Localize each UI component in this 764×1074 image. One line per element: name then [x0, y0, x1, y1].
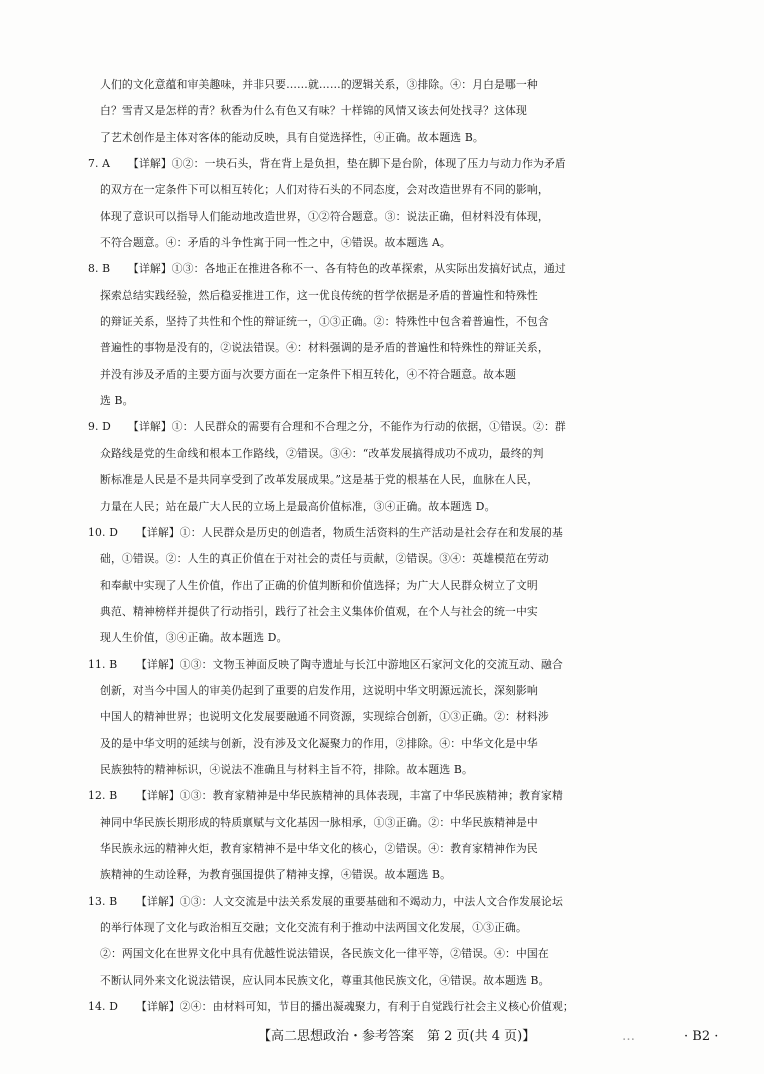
- question-answer-line: [88, 783, 700, 809]
- line-wrap: [88, 652, 563, 678]
- text-line: [88, 731, 700, 757]
- line-wrap: [100, 704, 549, 730]
- text-line: [88, 836, 700, 862]
- text-line: [88, 546, 700, 572]
- text-line: [88, 968, 700, 994]
- line-text: 的举行体现了文化与政治相互交融；文化交流有利于推动中法两国文化发展，①③正确。: [100, 921, 527, 934]
- question-answer-line: [88, 652, 700, 678]
- line-wrap: [100, 494, 496, 520]
- line-wrap: [100, 968, 550, 994]
- text-line: [88, 125, 700, 151]
- line-wrap: [100, 362, 516, 388]
- line-text: 及的是中华文明的延续与创新，没有涉及文化凝聚力的作用，②排除。④：中华文化是中华: [100, 736, 538, 750]
- question-number: 9. D: [88, 420, 111, 434]
- line-wrap: [100, 309, 549, 335]
- line-wrap: [100, 836, 538, 862]
- line-wrap: [88, 889, 563, 915]
- text-line: [88, 177, 700, 203]
- question-answer-line: [88, 414, 700, 440]
- line-text: 【详解】①②：一块石头，背在背上是负担，垫在脚下是台阶，体现了压力与动力作为矛盾: [128, 157, 566, 171]
- line-text: 的双方在一定条件下可以相互转化；人们对待石头的不同态度，会对改造世界有不同的影响，: [100, 183, 549, 197]
- text-line: [88, 72, 700, 98]
- line-text: 族精神的生动诠释，为教育强国提供了精神支撑，④错误。故本题选 B。: [100, 868, 452, 882]
- question-number: 13. B: [88, 894, 118, 908]
- answer-body: [88, 72, 700, 1020]
- question-answer-line: [88, 520, 700, 546]
- line-text: 断标准是人民是不是共同享受到了改革发展成果。”这是基于党的根基在人民，血脉在人民，: [100, 473, 539, 487]
- line-wrap: [88, 151, 566, 177]
- line-text: 现人生价值，③④正确。故本题选 D。: [100, 631, 288, 645]
- line-wrap: [100, 546, 549, 572]
- text-line: [88, 204, 700, 230]
- text-line: [88, 283, 700, 309]
- text-line: [88, 625, 700, 651]
- line-wrap: [88, 994, 574, 1020]
- question-answer-line: [88, 994, 700, 1020]
- line-wrap: [88, 414, 566, 440]
- line-text: 并没有涉及矛盾的主要方面与次要方面在一定条件下相互转化，④不符合题意。故本题: [100, 367, 516, 381]
- text-line: [88, 98, 700, 124]
- question-answer-line: [88, 256, 700, 282]
- line-text: 众路线是党的生命线和根本工作路线，②错误。③④：“改革发展搞得成功不成功，最终的判: [100, 446, 544, 460]
- line-text: 和奉献中实现了人生价值，作出了正确的价值判断和价值选择；为广大人民群众树立了文明: [100, 578, 538, 592]
- text-line: [88, 573, 700, 599]
- text-line: [88, 388, 700, 414]
- line-text: 民族独特的精神标识，④说法不准确且与材料主旨不符，排除。故本题选 B。: [100, 762, 473, 776]
- line-text: 础，①错误。②：人生的真正价值在于对社会的责任与贡献，②错误。③④：英雄模范在劳动: [100, 552, 549, 566]
- text-line: [88, 599, 700, 625]
- footer-page-code: · B2 ·: [684, 1029, 719, 1044]
- line-wrap: [100, 625, 288, 651]
- line-wrap: [100, 204, 549, 230]
- footer-label: 【高二思想政治・参考答案 第 2 页(共 4 页)】: [258, 1029, 536, 1044]
- line-wrap: [100, 283, 538, 309]
- text-line: [88, 441, 700, 467]
- text-line: [88, 467, 700, 493]
- text-line: [88, 757, 700, 783]
- line-text: 了艺术创作是主体对客体的能动反映，具有自觉选择性，④正确。故本题选 B。: [100, 130, 484, 144]
- line-wrap: [100, 599, 538, 625]
- line-text: 【详解】①：人民群众的需要有合理和不合理之分，不能作为行动的依据，①错误。②：群: [128, 420, 566, 434]
- line-text: 白？雪青又是怎样的青？秋香为什么有色又有味？十样锦的风情又该去何处找寻？这体现: [100, 104, 527, 118]
- question-number: 12. B: [88, 789, 118, 803]
- page-footer: [0, 1023, 764, 1051]
- text-line: [88, 230, 700, 256]
- question-number: 7. A: [88, 157, 111, 171]
- line-text: ②：两国文化在世界文化中具有优越性说法错误，各民族文化一律平等，②错误。④：中国在: [100, 947, 549, 961]
- line-text: 体现了意识可以指导人们能动地改造世界，①②符合题意。③：说法正确，但材料没有体现，: [100, 209, 549, 223]
- line-text: 【详解】②④：由材料可知，节目的播出凝魂聚力，有利于自觉践行社会主义核心价值观；: [136, 1000, 574, 1014]
- line-wrap: [100, 230, 451, 256]
- text-line: [88, 862, 700, 888]
- line-text: 创新，对当今中国人的审美仍起到了重要的启发作用，这说明中华文明源远流长，深刻影响: [100, 683, 538, 697]
- line-wrap: [100, 941, 549, 967]
- line-text: 华民族永远的精神火炬，教育家精神不是中华文化的核心，②错误。④：教育家精神作为民: [100, 841, 538, 855]
- line-text: 典范、精神榜样并提供了行动指引，践行了社会主义集体价值观，在个人与社会的统一中实: [100, 604, 538, 618]
- line-wrap: [100, 678, 538, 704]
- text-line: [88, 704, 700, 730]
- line-wrap: [100, 810, 538, 836]
- line-wrap: [100, 862, 451, 888]
- line-text: 普遍性的事物是没有的，②说法错误。④：材料强调的是矛盾的普遍性和特殊性的辩证关系，: [100, 341, 549, 355]
- line-wrap: [100, 441, 544, 467]
- question-number: 10. D: [88, 525, 119, 539]
- line-text: 【详解】①③：教育家精神是中华民族精神的具体表现，丰富了中华民族精神；教育家精: [136, 789, 563, 803]
- line-text: 【详解】①③：人文交流是中法关系发展的重要基础和不竭动力，中法人文合作发展论坛: [136, 894, 563, 908]
- question-answer-line: [88, 151, 700, 177]
- line-wrap: [100, 573, 538, 599]
- line-wrap: [100, 915, 527, 941]
- line-text: 不断认同外来文化说法错误，应认同本民族文化，尊重其他民族文化，④错误。故本题选 B。: [100, 973, 550, 987]
- question-answer-line: [88, 889, 700, 915]
- line-text: 【详解】①③：各地正在推进各称不一、各有特色的改革探索，从实际出发搞好试点，通过: [128, 262, 566, 276]
- line-wrap: [100, 72, 538, 98]
- line-text: 力量在人民；站在最广大人民的立场上是最高价值标准，③④正确。故本题选 D。: [100, 499, 496, 513]
- text-line: [88, 335, 700, 361]
- line-wrap: [100, 757, 473, 783]
- line-text: 中国人的精神世界；也说明文化发展要融通不同资源，实现综合创新，①③正确。②：材料涉: [100, 710, 549, 724]
- line-text: 【详解】①③：文物玉神面反映了陶寺遗址与长江中游地区石家河文化的交流互动、融合: [136, 657, 563, 671]
- line-wrap: [100, 467, 538, 493]
- line-text: 【详解】①：人民群众是历史的创造者，物质生活资料的生产活动是社会存在和发展的基: [136, 525, 563, 539]
- line-wrap: [100, 731, 538, 757]
- text-line: [88, 362, 700, 388]
- line-wrap: [100, 177, 549, 203]
- text-line: [88, 678, 700, 704]
- text-line: [88, 810, 700, 836]
- footer-dots: …: [622, 1029, 635, 1044]
- text-line: [88, 915, 700, 941]
- line-text: 选 B。: [100, 394, 134, 408]
- line-wrap: [100, 388, 134, 414]
- line-text: 人们的文化意蕴和审美趣味，并非只要……就……的逻辑关系，③排除。④：月白是哪一种: [100, 78, 538, 91]
- line-text: 的辩证关系，坚持了共性和个性的辩证统一，①③正确。②：特殊性中包含着普遍性，不包含: [100, 315, 549, 329]
- line-text: 探索总结实践经验，然后稳妥推进工作，这一优良传统的哲学依据是矛盾的普遍性和特殊性: [100, 288, 538, 302]
- line-text: 不符合题意。④：矛盾的斗争性寓于同一性之中，④错误。故本题选 A。: [100, 236, 451, 250]
- line-wrap: [100, 335, 549, 361]
- line-wrap: [88, 783, 563, 809]
- question-number: 14. D: [88, 1000, 119, 1014]
- line-wrap: [88, 256, 566, 282]
- text-line: [88, 494, 700, 520]
- text-line: [88, 941, 700, 967]
- question-number: 8. B: [88, 262, 111, 276]
- line-wrap: [100, 125, 484, 151]
- line-text: 神同中华民族长期形成的特质禀赋与文化基因一脉相承，①③正确。②：中华民族精神是中: [100, 815, 538, 829]
- line-wrap: [100, 98, 527, 124]
- line-wrap: [88, 520, 563, 546]
- question-number: 11. B: [88, 657, 118, 671]
- text-line: [88, 309, 700, 335]
